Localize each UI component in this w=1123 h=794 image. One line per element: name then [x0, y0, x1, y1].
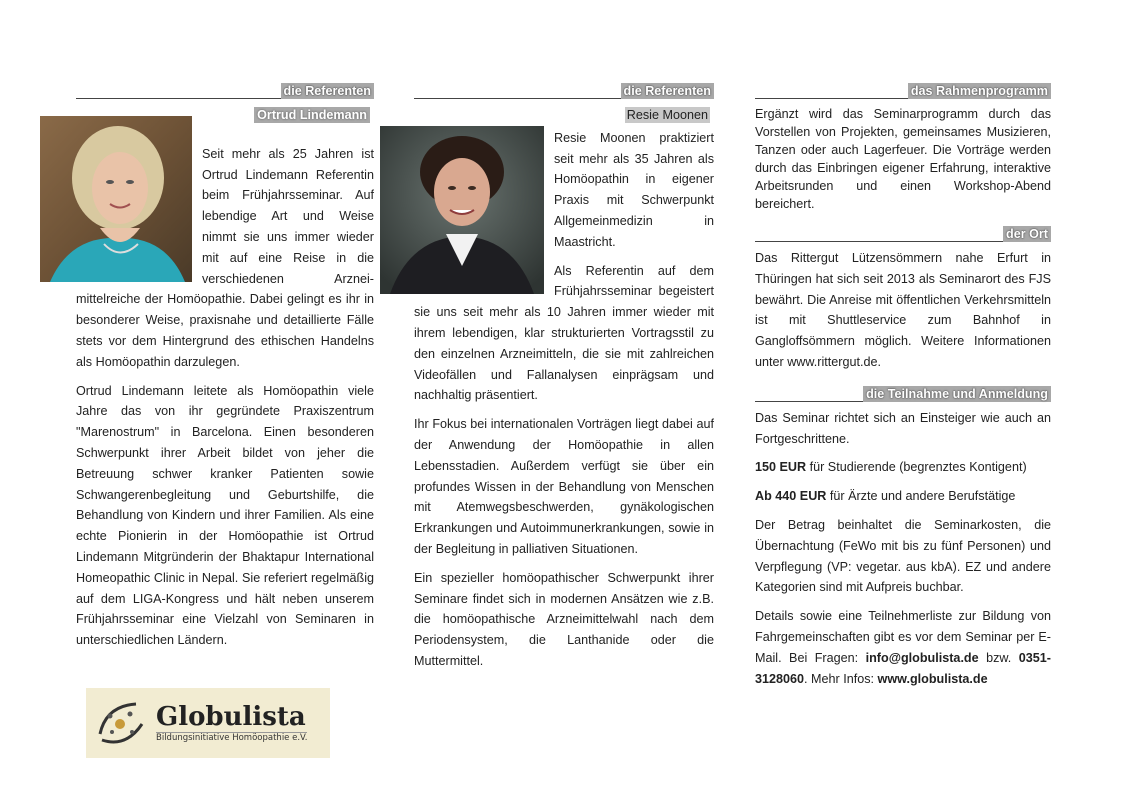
bio-paragraph-2: Ortrud Lindemann leitete als Homöopathin viele Jahre das von ihr gegründete Praxiszentrum "Marenostrum" in Barcelona. Einen besonderen Schwerpunkt ihrer Arbeit bildet von jeher die Betreuung schwer kranker Patienten sowie Schwangerenbegleitung und Geburtshilfe, die Behandlung von Kindern und ihrer Familien. Als eine echte Pionierin in der Homöopathie ist Ortrud Lindemann Mitgründerin der Bhaktapur International Homeopathic Clinic in Nepal. Sie referiert regelmäßig auf dem LIGA-Kongress und hält neben unserem Frühjahrsseminar eine Vielzahl von Seminaren in unterschiedlichen Ländern. — [76, 383, 374, 648]
section-header-teilnahme — [755, 381, 1051, 402]
section-header-label: die Referenten — [281, 83, 374, 99]
price-professionals-amount: Ab 440 EUR — [755, 489, 827, 504]
price-details-text: Der Betrag beinhaltet die Seminarkosten, die Übernachtung (FeWo mit bis zu fünf Personen) und Verpflegung (VP: vegetar. aus kbA). EZ und andere Kategorien sind mit Aufpreis buchbar. — [755, 517, 1051, 595]
bio-paragraph-3: Ihr Fokus bei internationalen Vorträgen liegt dabei auf der Anwendung der Homöopathie in allen Lebensstadien. Außerdem verfügt sie über ein profundes Wissen in der Behandlung von Menschen mit Atemwegsbeschwerden, gynäkologischen Erkrankungen und Autoimmunerkrankungen, sowie in der Begleitung in palliativen Situationen. — [414, 417, 714, 556]
speaker-photo-moonen — [380, 126, 544, 294]
logo-name: Globulista — [156, 702, 306, 732]
logo-emblem-icon — [92, 694, 150, 752]
speaker-name-label: Resie Moonen — [626, 108, 708, 122]
price-professionals — [755, 486, 1051, 507]
ort-text: Das Rittergut Lützensömmern nahe Erfurt in Thüringen hat sich seit 2013 als Seminarort des FJS bewährt. Die Anreise mit öffentlichen Verkehrsmitteln ist mit Shuttleservice zum Bahnhof in Gangloffsömmern möglich. Weitere Informationen unter www.rittergut.de. — [755, 251, 1051, 369]
contact-website-link[interactable]: www.globulista.de — [877, 671, 988, 686]
column-referent-moonen — [414, 78, 714, 680]
bio-paragraph-2: Als Referentin auf dem Frühjahrsseminar begeistert sie uns seit mehr als 10 Jahren immer wieder mit ihrem lebendigen, klar strukturierten Vortragsstil zu den einzelnen Arzneimitteln, die sie mit zahlreichen Videofällen und Fallanalysen einprägsam und nachhaltig präsentiert. — [414, 263, 714, 403]
column-referent-lindemann — [76, 78, 374, 659]
contact-text — [755, 606, 1051, 689]
globulista-logo — [86, 688, 330, 758]
section-header-label: der Ort — [1003, 226, 1051, 242]
column-info — [755, 78, 1051, 697]
price-students-label: für Studierende (begrenztes Kontigent) — [806, 460, 1027, 475]
bio-paragraph-1: Seit mehr als 25 Jahren ist Ortrud Lindemann Referentin beim Frühjahrsseminar. Auf lebendige Art und Weise nimmt sie uns immer wieder mit auf eine Reise in die verschiedenen Arzneimittelreiche der Homöopathie. Dabei gelingt es ihr in besonderer Weise, praxisnahe und detaillierte Fälle stets vor dem Hintergrund des ethischen Handelns als Homöopathin darzulegen. — [76, 146, 374, 369]
section-header-label: die Referenten — [621, 83, 714, 99]
bio-paragraph-1: Resie Moonen praktiziert seit mehr als 35 Jahren als Homöopathin in eigener Praxis mit Schwerpunkt Allgemeinmedizin in Maastricht. — [554, 130, 714, 249]
logo-subtitle: Bildungsinitiative Homöopathie e.V. — [156, 733, 308, 743]
contact-intro: Details sowie eine Teilnehmerliste zur Bildung von Fahrgemeinschaften gibt es vor dem Seminar per E-Mail. Bei Fragen: — [755, 609, 1051, 665]
price-professionals-label: für Ärzte und andere Berufstätige — [826, 489, 1016, 504]
section-header-ort — [755, 221, 1051, 242]
bio-paragraph-4: Ein spezieller homöopathischer Schwerpunkt ihrer Seminare findet sich in modernen Ansätzen wie z.B. die homöopathische Arzneimittelwahl nach dem Periodensystem, die Lanthanide oder die Muttermittel. — [414, 570, 714, 668]
section-header-rahmenprogramm — [755, 78, 1051, 99]
contact-sep: bzw. — [978, 650, 1019, 665]
speaker-name-label: Ortrud Lindemann — [254, 107, 370, 123]
section-header-label: die Teilnahme und Anmeldung — [863, 386, 1051, 402]
rahmenprogramm-text: Ergänzt wird das Seminarprogramm durch das Vorstellen von Projekten, gemeinsames Musizieren, Tanzen oder auch Lagerfeuer. Die Vorträge werden durch das Einbringen eigener Erfahrung, interaktive Arbeitsrunden und einen Workshop-Abend bereichert. — [755, 107, 1051, 211]
contact-email-link[interactable]: info@globulista.de — [865, 650, 979, 665]
price-students-amount: 150 EUR — [755, 460, 807, 475]
contact-more: . Mehr Infos: — [804, 671, 878, 686]
contact-phone: 0351-3128060 — [755, 650, 1051, 686]
section-header-label: das Rahmenprogramm — [908, 83, 1051, 99]
price-students — [755, 457, 1051, 478]
speaker-photo-lindemann — [40, 116, 192, 282]
speaker-name — [414, 105, 710, 126]
section-header — [414, 78, 714, 99]
section-header — [76, 78, 374, 99]
teilnahme-text: Das Seminar richtet sich an Einsteiger wie auch an Fortgeschrittene. — [755, 410, 1051, 446]
